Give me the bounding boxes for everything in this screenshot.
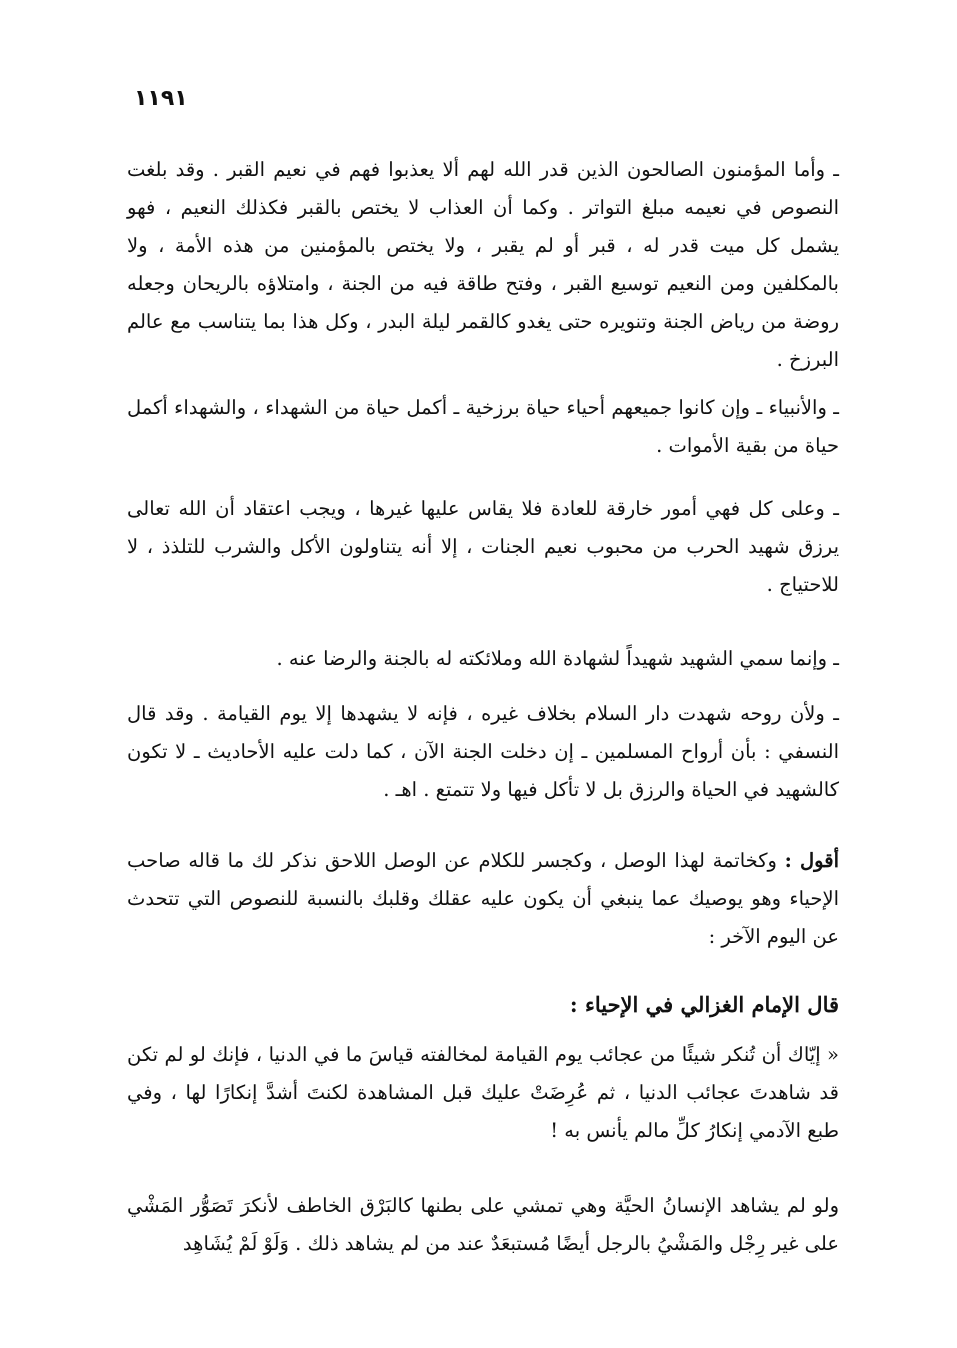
paragraph-grave-bliss: ـ وأما المؤمنون الصالحون الذين قدر الله لهم ألا يعذبوا فهم في نعيم القبر . وقد بلغت النصوص في نعيمه مبلغ التواتر . وكما أن العذاب لا يختص بالقبر فكذلك النعيم ، فهو يشمل كل ميت قدر له ، قبر أو لم يقبر ، ولا يختص بالمؤمنين من هذه الأمة ، ولا بالمكلفين ومن النعيم توسيع القبر ، وفتح طاقة فيه من الجنة ، وامتلاؤه بالريحان وجعله روضة من رياض الجنة وتنويره حتى يغدو كالقمر ليلة البدر ، وكل هذا بما يتناسب مع عالم البرزخ . bbox=[127, 158, 839, 371]
paragraph-dar-assalam: ـ ولأن روحه شهدت دار السلام بخلاف غيره ، فإنه لا يشهدها إلا يوم القيامة . وقد قال النسفي : بأن أرواح المسلمين ـ إن دخلت الجنة الآن ، كما دلت عليه الأحاديث ـ لا تكون كالشهيد في الحياة والرزق بل لا تأكل فيها ولا تتمتع . اهـ . bbox=[127, 702, 839, 801]
paragraph-prophets-martyrs: ـ والأنبياء ـ وإن كانوا جميعهم أحياء حياة برزخية ـ أكمل حياة من الشهداء ، والشهداء أكمل حياة من بقية الأموات . bbox=[127, 396, 839, 457]
section-heading: قال الإمام الغزالي في الإحياء : bbox=[569, 992, 839, 1017]
paragraph-ghazali-continued: ولو لم يشاهد الإنسانُ الحيَّة وهي تمشي على بطنها كالبَرْق الخاطف لأنكرَ تَصَوُّر المَشْي على غير رِجْل والمَشْيُ بالرجل أيضًا مُستبعَدٌ عند من لم يشاهد ذلك . وَلَوْ لَمْ يُشَاهِد bbox=[127, 1194, 839, 1255]
paragraph-author-note bbox=[127, 842, 839, 956]
author-note-lead: أقول : bbox=[784, 849, 839, 872]
paragraph-extraordinary-matters: ـ وعلى كل فهي أمور خارقة للعادة فلا يقاس عليها غيرها ، ويجب اعتقاد أن الله تعالى يرزق شهيد الحرب من محبوب نعيم الجنات ، إلا أنه يتناولون الأكل والشرب للتلذذ ، لا للاحتياج . bbox=[127, 497, 839, 596]
paragraph-martyr-naming: ـ وإنما سمي الشهيد شهيداً لشهادة الله وملائكته له بالجنة والرضا عنه . bbox=[276, 647, 839, 670]
page-number: ١١٩١ bbox=[134, 86, 188, 111]
author-note-body: وكخاتمة لهذا الوصل ، وكجسر للكلام عن الوصل اللاحق نذكر لك ما قاله صاحب الإحياء وهو يوصيك عما ينبغي أن يكون عليه عقلك وقلبك بالنسبة للنصوص التي تتحدث عن اليوم الآخر : bbox=[127, 849, 839, 948]
paragraph-ghazali-quote: « إيّاك أن تُنكر شيئًا من عجائب يوم القيامة لمخالفته قياسَ ما في الدنيا ، فإنك لو لم تكن قد شاهدتَ عجائب الدنيا ، ثم عُرِضَتْ عليك قبل المشاهدة لكنتَ أشدَّ إنكارًا لها ، وفي طبع الآدمي إنكارُ كلِّ مالم يأنس به ! bbox=[127, 1043, 839, 1142]
